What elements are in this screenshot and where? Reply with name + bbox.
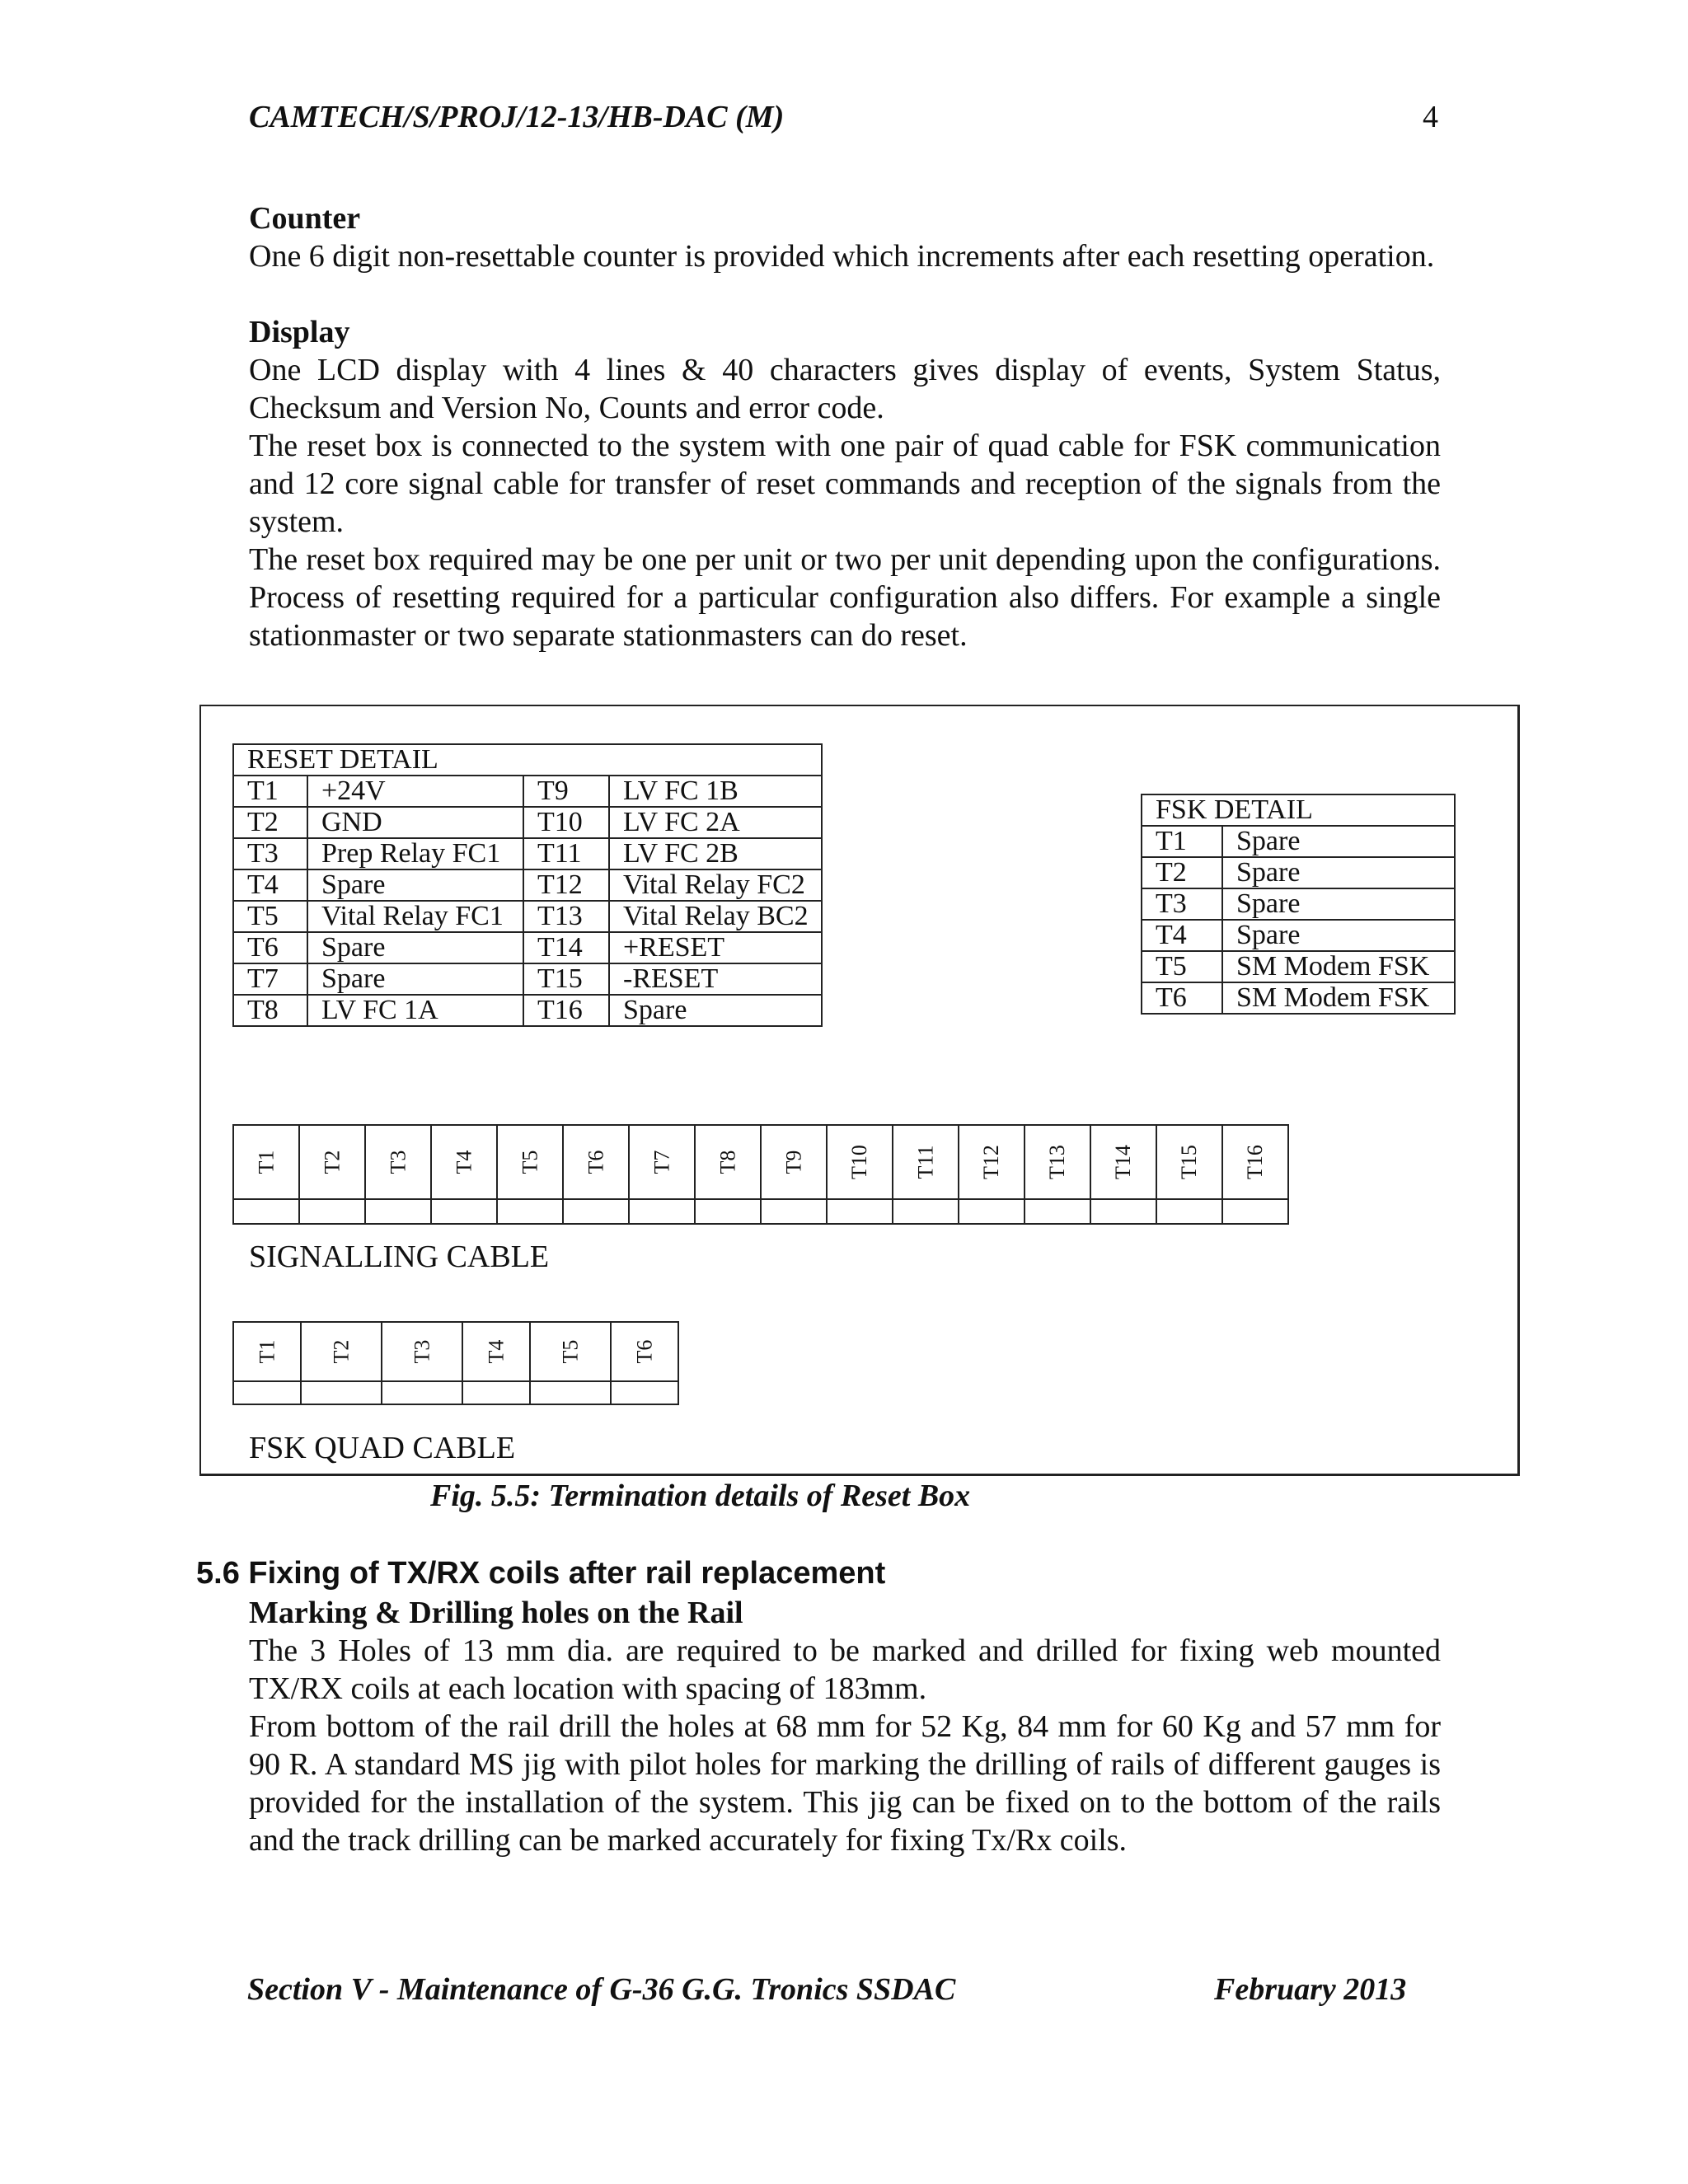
terminal-blank: [695, 1199, 761, 1224]
cell-terminal: T2: [233, 807, 307, 838]
terminal-blank: [530, 1381, 611, 1404]
figure-caption: Fig. 5.5: Termination details of Reset Box: [430, 1479, 971, 1513]
terminal-label: T12: [978, 1145, 1003, 1179]
cell-terminal: T16: [523, 995, 609, 1026]
table-row: [233, 776, 822, 807]
terminal-label: T4: [451, 1150, 476, 1174]
terminal-cell: [695, 1125, 761, 1199]
cell-terminal: T13: [523, 901, 609, 932]
terminal-blank: [827, 1199, 893, 1224]
terminal-label: T6: [631, 1339, 656, 1364]
cell-function: Spare: [609, 995, 822, 1026]
cell-function: Vital Relay FC2: [609, 869, 822, 901]
terminal-cell: [1156, 1125, 1222, 1199]
table-row: [233, 932, 822, 963]
frame-border-right: [1517, 705, 1520, 1476]
terminal-blank: [959, 1199, 1025, 1224]
terminal-label: T6: [583, 1150, 607, 1174]
table-row: [1142, 951, 1455, 982]
counter-text: One 6 digit non-resettable counter is provided which increments after each resetting operation.: [249, 239, 1435, 274]
terminal-cell: [959, 1125, 1025, 1199]
cell-function: LV FC 2A: [609, 807, 822, 838]
cell-function: Spare: [1222, 920, 1455, 951]
terminal-cell: [431, 1125, 497, 1199]
terminal-label: T2: [328, 1339, 353, 1364]
cell-terminal: T6: [233, 932, 307, 963]
terminal-label: T15: [1176, 1145, 1201, 1179]
terminal-blank: [382, 1381, 462, 1404]
cell-terminal: T6: [1142, 982, 1222, 1014]
frame-border-left: [199, 705, 201, 1476]
cell-function: Spare: [307, 932, 523, 963]
cell-function: +24V: [307, 776, 523, 807]
terminal-label: T3: [385, 1150, 410, 1174]
cell-terminal: T15: [523, 963, 609, 995]
terminal-cell: [1090, 1125, 1156, 1199]
terminal-blank: [893, 1199, 959, 1224]
terminal-cell: [1222, 1125, 1288, 1199]
cell-function: Spare: [307, 963, 523, 995]
cell-function: LV FC 2B: [609, 838, 822, 869]
display-paragraph: One LCD display with 4 lines & 40 characters gives display of events, System Status, Checksum and Version No, Counts and error code.: [249, 353, 1441, 425]
signalling-cable-strip: [232, 1124, 1289, 1225]
cell-function: +RESET: [609, 932, 822, 963]
cell-function: -RESET: [609, 963, 822, 995]
terminal-label: T8: [715, 1150, 739, 1174]
cell-function: Spare: [1222, 857, 1455, 888]
terminal-blank: [629, 1199, 695, 1224]
table-row: [1142, 982, 1455, 1014]
cell-terminal: T3: [233, 838, 307, 869]
cell-terminal: T11: [523, 838, 609, 869]
terminal-label: T1: [254, 1339, 279, 1364]
terminal-label: T16: [1242, 1145, 1267, 1179]
section-subheading: Marking & Drilling holes on the Rail: [249, 1596, 743, 1630]
cell-function: Spare: [1222, 826, 1455, 857]
terminal-cell: [530, 1322, 611, 1381]
cell-function: SM Modem FSK: [1222, 982, 1455, 1014]
terminal-blank: [1156, 1199, 1222, 1224]
terminal-blank: [365, 1199, 431, 1224]
display-paragraph: The reset box is connected to the system with one pair of quad cable for FSK communication and 12 core signal cable for transfer of reset commands and reception of the signals from the system.: [249, 429, 1441, 539]
terminal-cell: [893, 1125, 959, 1199]
terminal-cell: [365, 1125, 431, 1199]
terminal-blank: [462, 1381, 530, 1404]
fsk-quad-cable-label: FSK QUAD CABLE: [249, 1431, 516, 1465]
table-row: [1142, 920, 1455, 951]
terminal-cell: [301, 1322, 382, 1381]
table-row: [1142, 857, 1455, 888]
cell-function: LV FC 1B: [609, 776, 822, 807]
fsk-detail-table: [1141, 794, 1456, 1015]
table-row: [1142, 888, 1455, 920]
terminal-cell: [761, 1125, 827, 1199]
terminal-cell: [233, 1125, 299, 1199]
terminal-cell: [563, 1125, 629, 1199]
reset-detail-table: [232, 743, 823, 1027]
cell-terminal: T2: [1142, 857, 1222, 888]
terminal-blank: [299, 1199, 365, 1224]
cell-function: GND: [307, 807, 523, 838]
table-row: [233, 838, 822, 869]
terminal-blank: [761, 1199, 827, 1224]
table-row: [233, 807, 822, 838]
table-row: [1142, 826, 1455, 857]
cell-function: LV FC 1A: [307, 995, 523, 1026]
footer-date: February 2013: [1214, 1972, 1407, 2007]
terminal-label: T3: [409, 1339, 434, 1364]
section-body: [249, 1594, 1441, 1859]
header-doc-code: CAMTECH/S/PROJ/12-13/HB-DAC (M): [249, 100, 785, 134]
frame-border-top: [199, 705, 1520, 706]
terminal-blank: [563, 1199, 629, 1224]
cell-terminal: T4: [1142, 920, 1222, 951]
counter-heading: Counter: [249, 201, 361, 236]
cell-terminal: T3: [1142, 888, 1222, 920]
terminal-blank: [1090, 1199, 1156, 1224]
page-number: 4: [1423, 100, 1438, 134]
fsk-detail-title: FSK DETAIL: [1142, 794, 1455, 826]
terminal-label: T10: [846, 1145, 871, 1179]
terminal-label: T7: [649, 1150, 673, 1174]
cell-terminal: T9: [523, 776, 609, 807]
cell-function: Spare: [1222, 888, 1455, 920]
terminal-label: T2: [319, 1150, 344, 1174]
terminal-cell: [233, 1322, 301, 1381]
section-paragraph: The 3 Holes of 13 mm dia. are required to be marked and drilled for fixing web mounted TX/RX coils at each location with spacing of 183mm.: [249, 1633, 1441, 1706]
table-row: [233, 963, 822, 995]
terminal-cell: [462, 1322, 530, 1381]
fsk-quad-cable-strip: [232, 1321, 679, 1405]
terminal-label: T9: [781, 1150, 805, 1174]
cell-terminal: T8: [233, 995, 307, 1026]
terminal-blank: [233, 1381, 301, 1404]
cell-function: Vital Relay BC2: [609, 901, 822, 932]
table-row: [233, 995, 822, 1026]
cell-terminal: T5: [233, 901, 307, 932]
terminal-cell: [611, 1322, 678, 1381]
terminal-blank: [301, 1381, 382, 1404]
frame-border-bottom: [199, 1474, 1520, 1476]
terminal-cell: [299, 1125, 365, 1199]
terminal-label: T13: [1044, 1145, 1069, 1179]
display-heading: Display: [249, 315, 350, 349]
intro-text: [249, 199, 1441, 654]
cell-function: Spare: [307, 869, 523, 901]
cell-function: SM Modem FSK: [1222, 951, 1455, 982]
cell-function: Vital Relay FC1: [307, 901, 523, 932]
terminal-cell: [629, 1125, 695, 1199]
terminal-blank: [431, 1199, 497, 1224]
terminal-label: T14: [1110, 1145, 1135, 1179]
terminal-blank: [1025, 1199, 1090, 1224]
terminal-label: T5: [517, 1150, 542, 1174]
table-row: [233, 869, 822, 901]
cell-terminal: T5: [1142, 951, 1222, 982]
cell-terminal: T4: [233, 869, 307, 901]
section-paragraph: From bottom of the rail drill the holes at 68 mm for 52 Kg, 84 mm for 60 Kg and 57 mm for 90 R. A standard MS jig with pilot holes for marking the drilling of rails of different gauges is provided for the installation of the system. This jig can be fixed on to the bottom of the rails and the track drilling can be marked accurately for fixing Tx/Rx coils.: [249, 1709, 1441, 1858]
terminal-label: T11: [912, 1145, 937, 1179]
section-heading: 5.6 Fixing of TX/RX coils after rail replacement: [196, 1556, 886, 1591]
terminal-cell: [382, 1322, 462, 1381]
footer-section-title: Section V - Maintenance of G-36 G.G. Tronics SSDAC: [247, 1972, 956, 2007]
cell-terminal: T7: [233, 963, 307, 995]
terminal-label: T1: [253, 1150, 278, 1174]
cell-terminal: T14: [523, 932, 609, 963]
reset-detail-title: RESET DETAIL: [233, 744, 822, 776]
terminal-blank: [1222, 1199, 1288, 1224]
cell-terminal: T1: [233, 776, 307, 807]
table-row: [233, 901, 822, 932]
cell-terminal: T10: [523, 807, 609, 838]
cell-terminal: T12: [523, 869, 609, 901]
terminal-cell: [497, 1125, 563, 1199]
terminal-label: T5: [557, 1339, 582, 1364]
display-paragraph: The reset box required may be one per unit or two per unit depending upon the configurations. Process of resetting required for a particular configuration also differs. For example a single stationmaster or two separate stationmasters can do reset.: [249, 542, 1441, 653]
terminal-cell: [827, 1125, 893, 1199]
terminal-blank: [497, 1199, 563, 1224]
terminal-cell: [1025, 1125, 1090, 1199]
terminal-label: T4: [483, 1339, 508, 1364]
cell-terminal: T1: [1142, 826, 1222, 857]
terminal-blank: [611, 1381, 678, 1404]
signalling-cable-label: SIGNALLING CABLE: [249, 1240, 550, 1274]
cell-function: Prep Relay FC1: [307, 838, 523, 869]
terminal-blank: [233, 1199, 299, 1224]
